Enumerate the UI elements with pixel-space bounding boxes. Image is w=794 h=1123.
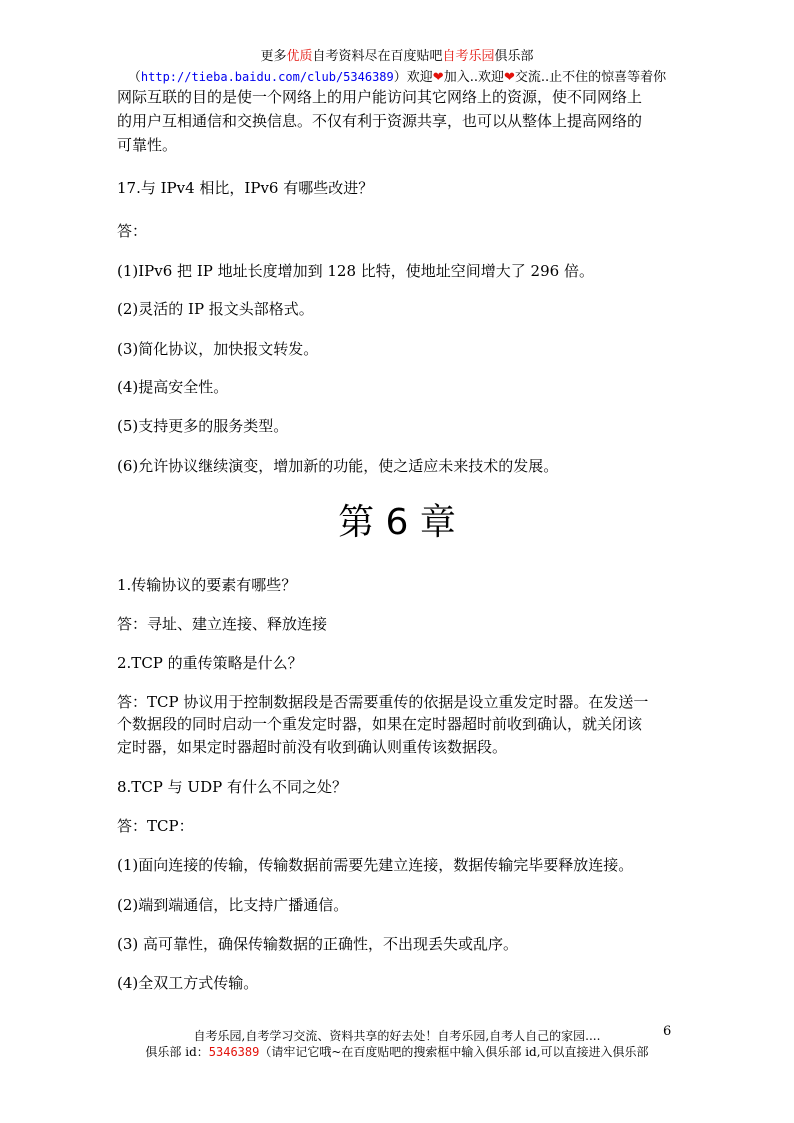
paragraph-line: 可靠性。	[117, 136, 178, 154]
list-item: (1)IPv6 把 IP 地址长度增加到 128 比特，使地址空间增大了 296 倍。	[117, 262, 594, 280]
list-item: (6)允许协议继续演变，增加新的功能，使之适应未来技术的发展。	[117, 457, 559, 475]
question-17: 17.与 IPv4 相比，IPv6 有哪些改进？	[117, 179, 374, 197]
footer-text: 俱乐部 id：	[145, 1045, 209, 1059]
answer-label: 答：TCP：	[117, 817, 194, 835]
page-number: 6	[663, 1024, 672, 1039]
paragraph-line: 个数据段的同时启动一个重发定时器，如果在定时器超时前收到确认，就关闭该	[117, 715, 643, 733]
header-text: 交流..止不住的惊喜等着你	[514, 70, 667, 85]
header-club-name: 自考乐园	[442, 49, 495, 64]
header-text: ）欢迎	[393, 70, 433, 85]
header-paren: （	[127, 70, 141, 85]
answer-label: 答：	[117, 222, 148, 240]
header-line-2	[0, 68, 794, 87]
question-1: 1.传输协议的要素有哪些？	[117, 576, 297, 594]
heart-icon: ❤	[432, 70, 444, 85]
chapter-heading: 第 6 章	[338, 502, 456, 543]
paragraph-line: 答：TCP 协议用于控制数据段是否需要重传的依据是设立重发定时器。在发送一	[117, 693, 649, 711]
header-link[interactable]: http://tieba.baidu.com/club/5346389	[140, 70, 394, 84]
header-highlight: 优质	[286, 49, 313, 64]
list-item: (4)提高安全性。	[117, 378, 229, 396]
list-item: (2)灵活的 IP 报文头部格式。	[117, 300, 314, 318]
list-item: (3) 高可靠性，确保传输数据的正确性，不出现丢失或乱序。	[117, 935, 519, 953]
answer-1: 答：寻址、建立连接、释放连接	[117, 615, 328, 633]
header-text: 加入..欢迎	[443, 70, 504, 85]
paragraph-line: 的用户互相通信和交换信息。不仅有利于资源共享，也可以从整体上提高网络的	[117, 112, 643, 130]
list-item: (3)简化协议，加快报文转发。	[117, 340, 319, 358]
list-item: (5)支持更多的服务类型。	[117, 417, 289, 435]
footer-line-2	[0, 1044, 794, 1060]
header-text: 自考资料尽在百度贴吧	[312, 49, 443, 64]
paragraph-line: 网际互联的目的是使一个网络上的用户能访问其它网络上的资源，使不同网络上	[117, 88, 643, 106]
question-2: 2.TCP 的重传策略是什么？	[117, 654, 303, 672]
list-item: (4)全双工方式传输。	[117, 974, 259, 992]
paragraph-line: 定时器，如果定时器超时前没有收到确认则重传该数据段。	[117, 738, 508, 756]
footer-line-1: 自考乐园,自考学习交流、资料共享的好去处！自考乐园,自考人自己的家园....	[193, 1029, 601, 1043]
heart-icon: ❤	[503, 70, 515, 85]
header-text: 俱乐部	[494, 49, 534, 64]
header-line-1	[0, 48, 794, 66]
list-item: (2)端到端通信，比支持广播通信。	[117, 896, 349, 914]
footer-text: （请牢记它哦~在百度贴吧的搜索框中输入俱乐部 id,可以直接进入俱乐部	[259, 1045, 649, 1059]
question-8: 8.TCP 与 UDP 有什么不同之处？	[117, 778, 347, 796]
footer-club-id: 5346389	[208, 1045, 260, 1059]
list-item: (1)面向连接的传输，传输数据前需要先建立连接，数据传输完毕要释放连接。	[117, 856, 634, 874]
header-text: 更多	[260, 49, 287, 64]
